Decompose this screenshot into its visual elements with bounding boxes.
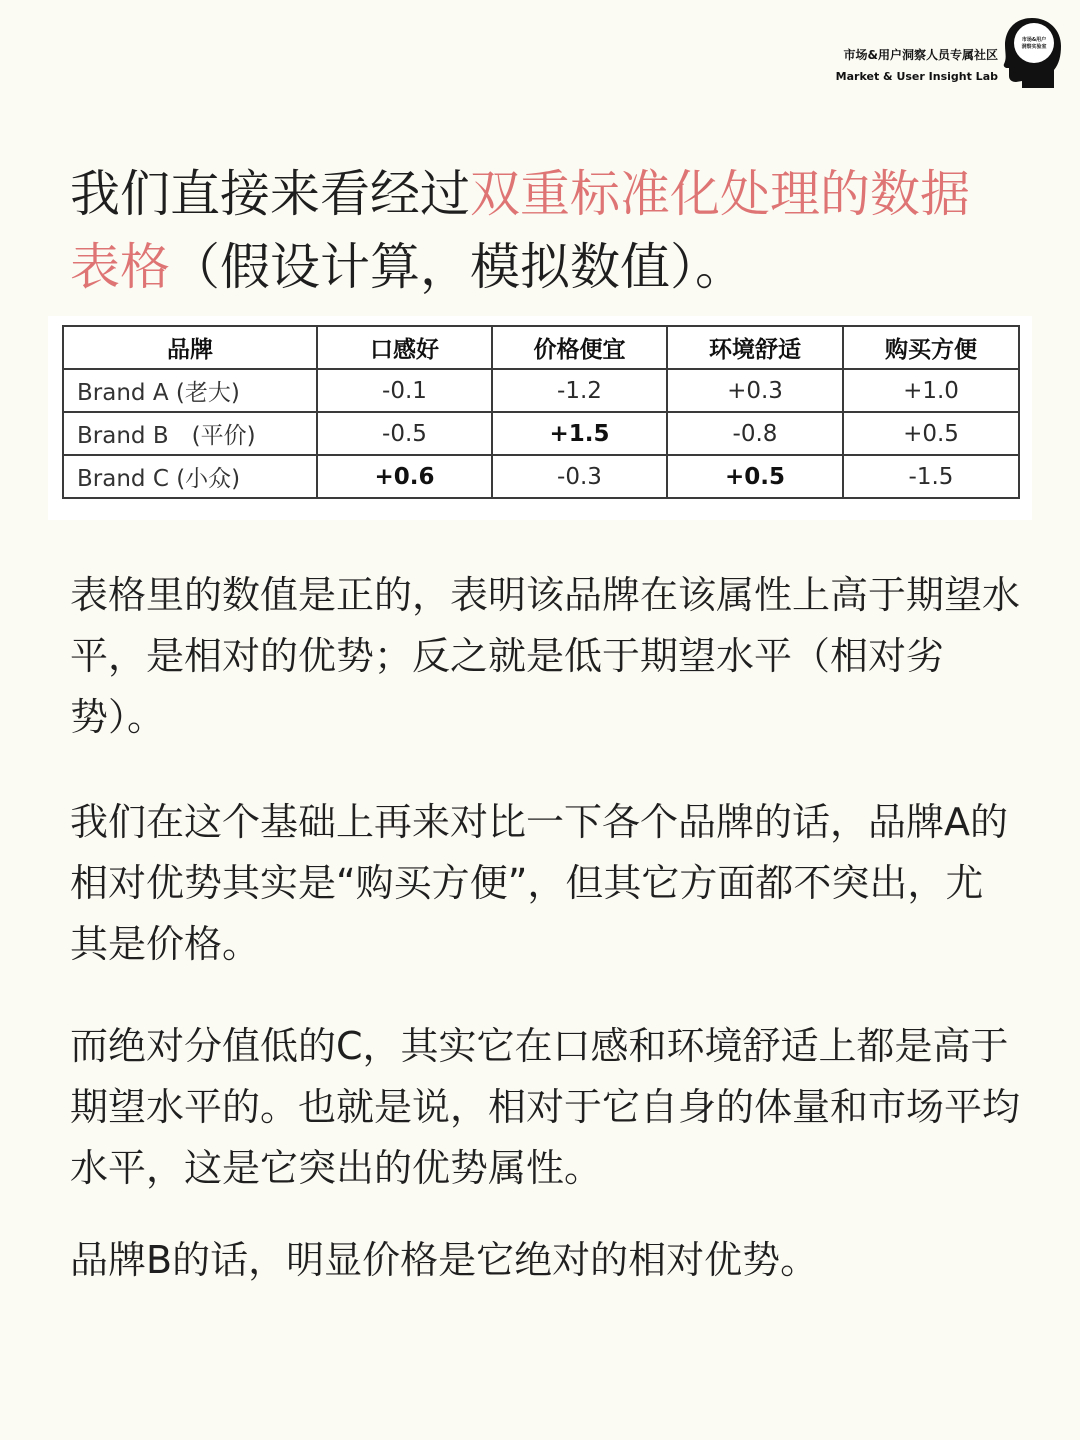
brand-cell: Brand A (老大) <box>63 369 317 412</box>
value-cell-highlight: +0.6 <box>317 455 492 498</box>
logo-text-line2: 洞察实验室 <box>1021 44 1047 50</box>
table-row <box>63 412 1019 455</box>
value-cell-highlight: +1.5 <box>492 412 667 455</box>
table-row <box>63 369 1019 412</box>
data-table <box>62 325 1020 499</box>
value-cell: +0.5 <box>843 412 1019 455</box>
page-title <box>70 158 1030 304</box>
column-header-convenience: 购买方便 <box>843 326 1019 369</box>
title-highlight-2: 表格 <box>70 238 170 296</box>
brand-name-cn: 市场&用户洞察人员专属社区 <box>843 48 998 62</box>
column-header-taste: 口感好 <box>317 326 492 369</box>
column-header-brand: 品牌 <box>63 326 317 369</box>
brand-name-en: Market & User Insight Lab <box>835 70 998 83</box>
title-part-1: 我们直接来看经过 <box>70 165 470 223</box>
value-cell: -1.2 <box>492 369 667 412</box>
value-cell: -0.3 <box>492 455 667 498</box>
brand-cell: Brand B (平价) <box>63 412 317 455</box>
paragraph-2: 我们在这个基础上再来对比一下各个品牌的话，品牌A的相对优势其实是“购买方便”，但其它方面都不突出，尤其是价格。 <box>70 800 1008 966</box>
table-row <box>63 455 1019 498</box>
table-header-row <box>63 326 1019 369</box>
logo-text-line1: 市场&用户 <box>1021 37 1047 43</box>
paragraph-4: 品牌B的话，明显价格是它绝对的相对优势。 <box>70 1238 819 1282</box>
brand-header <box>836 44 998 88</box>
value-cell: -1.5 <box>843 455 1019 498</box>
value-cell-highlight: +0.5 <box>667 455 843 498</box>
brand-cell: Brand C (小众) <box>63 455 317 498</box>
paragraph-3: 而绝对分值低的C，其实它在口感和环境舒适上都是高于期望水平的。也就是说，相对于它自身的体量和市场平均水平，这是它突出的优势属性。 <box>70 1024 1021 1190</box>
head-logo-icon <box>1002 16 1062 88</box>
column-header-price: 价格便宜 <box>492 326 667 369</box>
value-cell: -0.1 <box>317 369 492 412</box>
value-cell: -0.8 <box>667 412 843 455</box>
value-cell: -0.5 <box>317 412 492 455</box>
title-part-2: （假设计算，模拟数值）。 <box>170 238 745 296</box>
paragraph-1: 表格里的数值是正的，表明该品牌在该属性上高于期望水平，是相对的优势；反之就是低于期望水平（相对劣势）。 <box>70 573 1021 739</box>
column-header-environment: 环境舒适 <box>667 326 843 369</box>
data-table-card <box>48 316 1032 520</box>
title-highlight-1: 双重标准化处理的数据 <box>470 165 970 223</box>
value-cell: +0.3 <box>667 369 843 412</box>
value-cell: +1.0 <box>843 369 1019 412</box>
